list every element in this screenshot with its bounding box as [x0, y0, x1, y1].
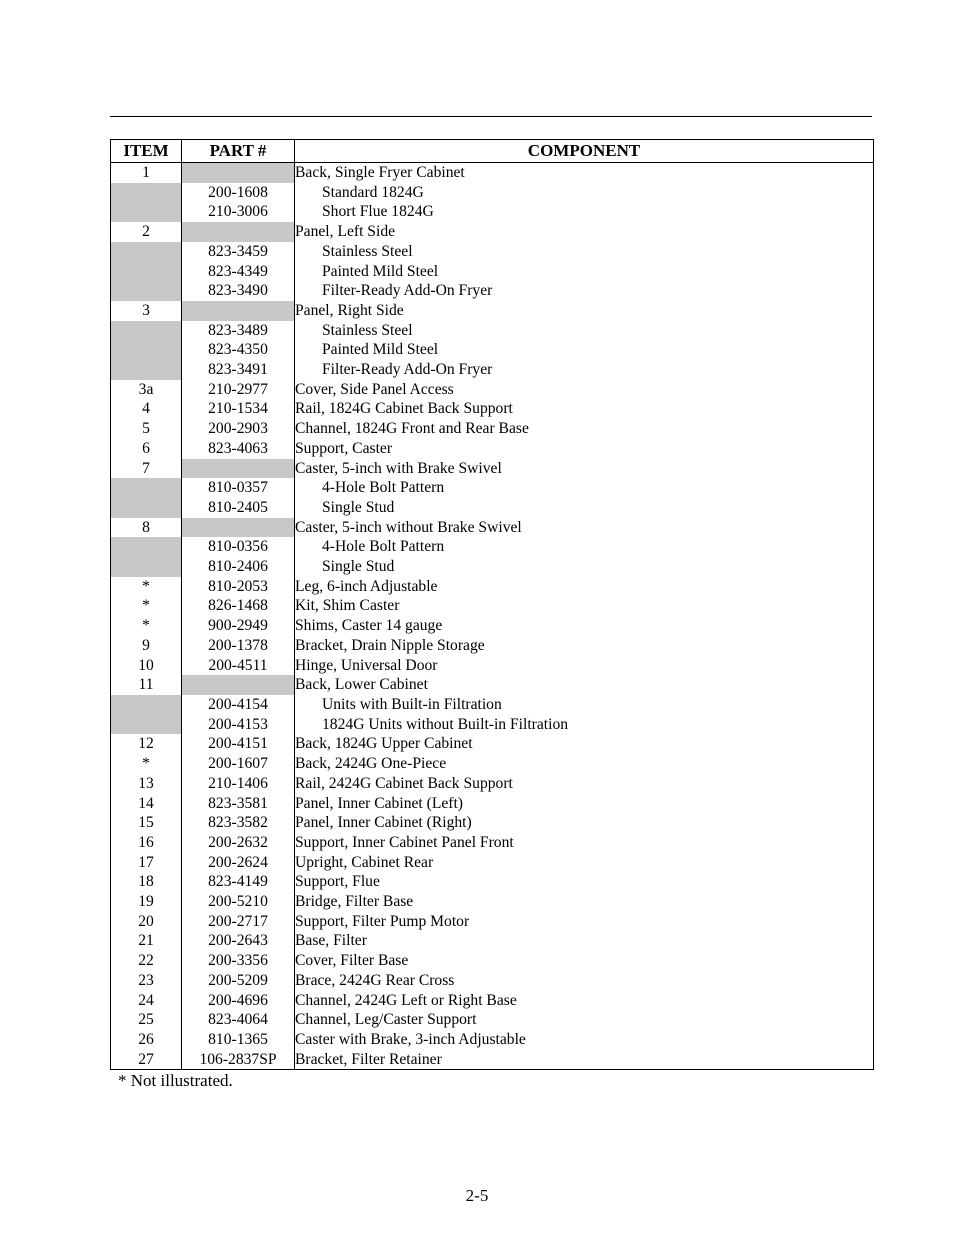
table-row	[111, 399, 874, 419]
component-cell: Panel, Inner Cabinet (Left)	[295, 794, 874, 814]
footnote: * Not illustrated.	[118, 1071, 233, 1090]
part-number-cell: 823-3489	[182, 321, 295, 341]
item-cell: 7	[111, 459, 182, 479]
item-cell: 27	[111, 1050, 182, 1070]
component-cell: Base, Filter	[295, 931, 874, 951]
component-cell: Rail, 2424G Cabinet Back Support	[295, 774, 874, 794]
component-cell: Single Stud	[295, 557, 874, 577]
part-number-cell: 200-2903	[182, 419, 295, 439]
part-number-column-header: PART #	[182, 140, 295, 163]
component-column-header: COMPONENT	[295, 140, 874, 163]
part-number-cell: 900-2949	[182, 616, 295, 636]
item-cell	[111, 281, 182, 301]
item-cell	[111, 340, 182, 360]
item-cell: 5	[111, 419, 182, 439]
component-cell: Panel, Left Side	[295, 222, 874, 242]
part-number-cell: 823-3459	[182, 242, 295, 262]
component-cell: Channel, Leg/Caster Support	[295, 1010, 874, 1030]
component-cell: Filter-Ready Add-On Fryer	[295, 281, 874, 301]
part-number-cell: 823-3581	[182, 794, 295, 814]
item-cell: 20	[111, 912, 182, 932]
part-number-cell: 823-4149	[182, 872, 295, 892]
component-cell: Stainless Steel	[295, 321, 874, 341]
table-header-row	[111, 140, 874, 163]
item-cell	[111, 242, 182, 262]
part-number-cell: 823-3491	[182, 360, 295, 380]
component-cell: Stainless Steel	[295, 242, 874, 262]
table-row	[111, 380, 874, 400]
component-cell: Support, Caster	[295, 439, 874, 459]
part-number-cell: 200-2624	[182, 853, 295, 873]
item-cell: 26	[111, 1030, 182, 1050]
item-cell: 2	[111, 222, 182, 242]
part-number-cell: 200-2717	[182, 912, 295, 932]
table-row	[111, 616, 874, 636]
table-row	[111, 577, 874, 597]
page-number: 2-5	[465, 1186, 489, 1205]
part-number-cell: 810-0356	[182, 537, 295, 557]
table-row	[111, 1010, 874, 1030]
part-number-cell: 200-2643	[182, 931, 295, 951]
part-number-cell: 200-4511	[182, 656, 295, 676]
part-number-cell: 200-3356	[182, 951, 295, 971]
part-number-cell: 200-4153	[182, 715, 295, 735]
component-cell: Back, 2424G One-Piece	[295, 754, 874, 774]
component-cell: 1824G Units without Built-in Filtration	[295, 715, 874, 735]
table-row	[111, 695, 874, 715]
item-cell	[111, 321, 182, 341]
component-cell: 4-Hole Bolt Pattern	[295, 537, 874, 557]
table-row	[111, 222, 874, 242]
table-row	[111, 774, 874, 794]
item-cell: *	[111, 577, 182, 597]
part-number-cell	[182, 518, 295, 538]
table-row	[111, 853, 874, 873]
item-cell	[111, 557, 182, 577]
part-number-cell: 810-2406	[182, 557, 295, 577]
item-cell: 15	[111, 813, 182, 833]
item-cell	[111, 537, 182, 557]
table-row	[111, 656, 874, 676]
item-cell: *	[111, 596, 182, 616]
table-row	[111, 183, 874, 203]
part-number-cell: 210-3006	[182, 202, 295, 222]
component-cell: Brace, 2424G Rear Cross	[295, 971, 874, 991]
table-row	[111, 478, 874, 498]
table-row	[111, 439, 874, 459]
component-cell: Kit, Shim Caster	[295, 596, 874, 616]
table-row	[111, 459, 874, 479]
part-number-cell: 823-3582	[182, 813, 295, 833]
table-row	[111, 202, 874, 222]
component-cell: Painted Mild Steel	[295, 340, 874, 360]
component-cell: Painted Mild Steel	[295, 262, 874, 282]
table-row	[111, 754, 874, 774]
part-number-cell	[182, 459, 295, 479]
table-row	[111, 813, 874, 833]
component-cell: Bridge, Filter Base	[295, 892, 874, 912]
component-cell: Caster, 5-inch without Brake Swivel	[295, 518, 874, 538]
item-cell: 23	[111, 971, 182, 991]
component-cell: Panel, Inner Cabinet (Right)	[295, 813, 874, 833]
item-cell: 22	[111, 951, 182, 971]
component-cell: Support, Flue	[295, 872, 874, 892]
component-cell: Back, Lower Cabinet	[295, 675, 874, 695]
part-number-cell: 823-4064	[182, 1010, 295, 1030]
part-number-cell	[182, 301, 295, 321]
item-cell	[111, 478, 182, 498]
item-cell: 12	[111, 734, 182, 754]
component-cell: Bracket, Filter Retainer	[295, 1050, 874, 1070]
component-cell: Support, Inner Cabinet Panel Front	[295, 833, 874, 853]
table-row	[111, 912, 874, 932]
item-cell: 3	[111, 301, 182, 321]
component-cell: Single Stud	[295, 498, 874, 518]
component-cell: Units with Built-in Filtration	[295, 695, 874, 715]
part-number-cell: 200-4154	[182, 695, 295, 715]
component-cell: Channel, 1824G Front and Rear Base	[295, 419, 874, 439]
part-number-cell: 200-1378	[182, 636, 295, 656]
component-cell: Upright, Cabinet Rear	[295, 853, 874, 873]
part-number-cell: 823-4349	[182, 262, 295, 282]
item-cell: 14	[111, 794, 182, 814]
item-cell	[111, 183, 182, 203]
part-number-cell: 210-1406	[182, 774, 295, 794]
component-cell: Panel, Right Side	[295, 301, 874, 321]
component-cell: Rail, 1824G Cabinet Back Support	[295, 399, 874, 419]
item-cell: *	[111, 754, 182, 774]
table-row	[111, 715, 874, 735]
part-number-cell	[182, 163, 295, 183]
table-row	[111, 931, 874, 951]
table-row	[111, 340, 874, 360]
table-row	[111, 1030, 874, 1050]
table-row	[111, 675, 874, 695]
part-number-cell: 200-2632	[182, 833, 295, 853]
item-cell	[111, 498, 182, 518]
item-cell: 4	[111, 399, 182, 419]
item-cell: 10	[111, 656, 182, 676]
item-cell: 18	[111, 872, 182, 892]
table-row	[111, 872, 874, 892]
header-rule	[110, 116, 872, 117]
item-cell	[111, 715, 182, 735]
component-cell: Caster, 5-inch with Brake Swivel	[295, 459, 874, 479]
part-number-cell	[182, 222, 295, 242]
component-cell: Support, Filter Pump Motor	[295, 912, 874, 932]
table-row	[111, 971, 874, 991]
component-cell: Caster with Brake, 3-inch Adjustable	[295, 1030, 874, 1050]
component-cell: Short Flue 1824G	[295, 202, 874, 222]
part-number-cell: 810-2405	[182, 498, 295, 518]
part-number-cell: 200-4151	[182, 734, 295, 754]
parts-table	[110, 139, 874, 1070]
component-cell: 4-Hole Bolt Pattern	[295, 478, 874, 498]
table-row	[111, 419, 874, 439]
component-cell: Back, Single Fryer Cabinet	[295, 163, 874, 183]
part-number-cell	[182, 675, 295, 695]
item-cell: 1	[111, 163, 182, 183]
item-cell	[111, 360, 182, 380]
item-cell	[111, 695, 182, 715]
table-row	[111, 242, 874, 262]
table-row	[111, 518, 874, 538]
item-cell: 24	[111, 991, 182, 1011]
item-cell: 25	[111, 1010, 182, 1030]
item-cell: 17	[111, 853, 182, 873]
part-number-cell: 210-2977	[182, 380, 295, 400]
item-cell: 16	[111, 833, 182, 853]
item-cell: *	[111, 616, 182, 636]
item-column-header: ITEM	[111, 140, 182, 163]
component-cell: Bracket, Drain Nipple Storage	[295, 636, 874, 656]
item-cell: 8	[111, 518, 182, 538]
item-cell: 21	[111, 931, 182, 951]
table-row	[111, 163, 874, 183]
table-row	[111, 1050, 874, 1070]
table-row	[111, 636, 874, 656]
item-cell: 9	[111, 636, 182, 656]
component-cell: Filter-Ready Add-On Fryer	[295, 360, 874, 380]
part-number-cell: 823-3490	[182, 281, 295, 301]
item-cell	[111, 262, 182, 282]
item-cell: 6	[111, 439, 182, 459]
part-number-cell: 823-4063	[182, 439, 295, 459]
part-number-cell: 810-2053	[182, 577, 295, 597]
table-row	[111, 991, 874, 1011]
part-number-cell: 106-2837SP	[182, 1050, 295, 1070]
component-cell: Standard 1824G	[295, 183, 874, 203]
table-row	[111, 321, 874, 341]
table-row	[111, 892, 874, 912]
component-cell: Cover, Filter Base	[295, 951, 874, 971]
part-number-cell: 200-1608	[182, 183, 295, 203]
parts-table-body	[111, 163, 874, 1070]
item-cell: 19	[111, 892, 182, 912]
part-number-cell: 200-4696	[182, 991, 295, 1011]
table-row	[111, 360, 874, 380]
component-cell: Channel, 2424G Left or Right Base	[295, 991, 874, 1011]
part-number-cell: 823-4350	[182, 340, 295, 360]
table-row	[111, 557, 874, 577]
table-row	[111, 951, 874, 971]
table-row	[111, 281, 874, 301]
table-row	[111, 301, 874, 321]
item-cell: 11	[111, 675, 182, 695]
table-row	[111, 833, 874, 853]
item-cell: 3a	[111, 380, 182, 400]
part-number-cell: 210-1534	[182, 399, 295, 419]
component-cell: Back, 1824G Upper Cabinet	[295, 734, 874, 754]
item-cell: 13	[111, 774, 182, 794]
component-cell: Cover, Side Panel Access	[295, 380, 874, 400]
component-cell: Leg, 6-inch Adjustable	[295, 577, 874, 597]
table-row	[111, 262, 874, 282]
table-row	[111, 498, 874, 518]
table-row	[111, 537, 874, 557]
table-row	[111, 596, 874, 616]
item-cell	[111, 202, 182, 222]
component-cell: Shims, Caster 14 gauge	[295, 616, 874, 636]
part-number-cell: 200-5210	[182, 892, 295, 912]
part-number-cell: 810-1365	[182, 1030, 295, 1050]
table-row	[111, 734, 874, 754]
table-row	[111, 794, 874, 814]
component-cell: Hinge, Universal Door	[295, 656, 874, 676]
part-number-cell: 810-0357	[182, 478, 295, 498]
part-number-cell: 200-5209	[182, 971, 295, 991]
part-number-cell: 826-1468	[182, 596, 295, 616]
part-number-cell: 200-1607	[182, 754, 295, 774]
